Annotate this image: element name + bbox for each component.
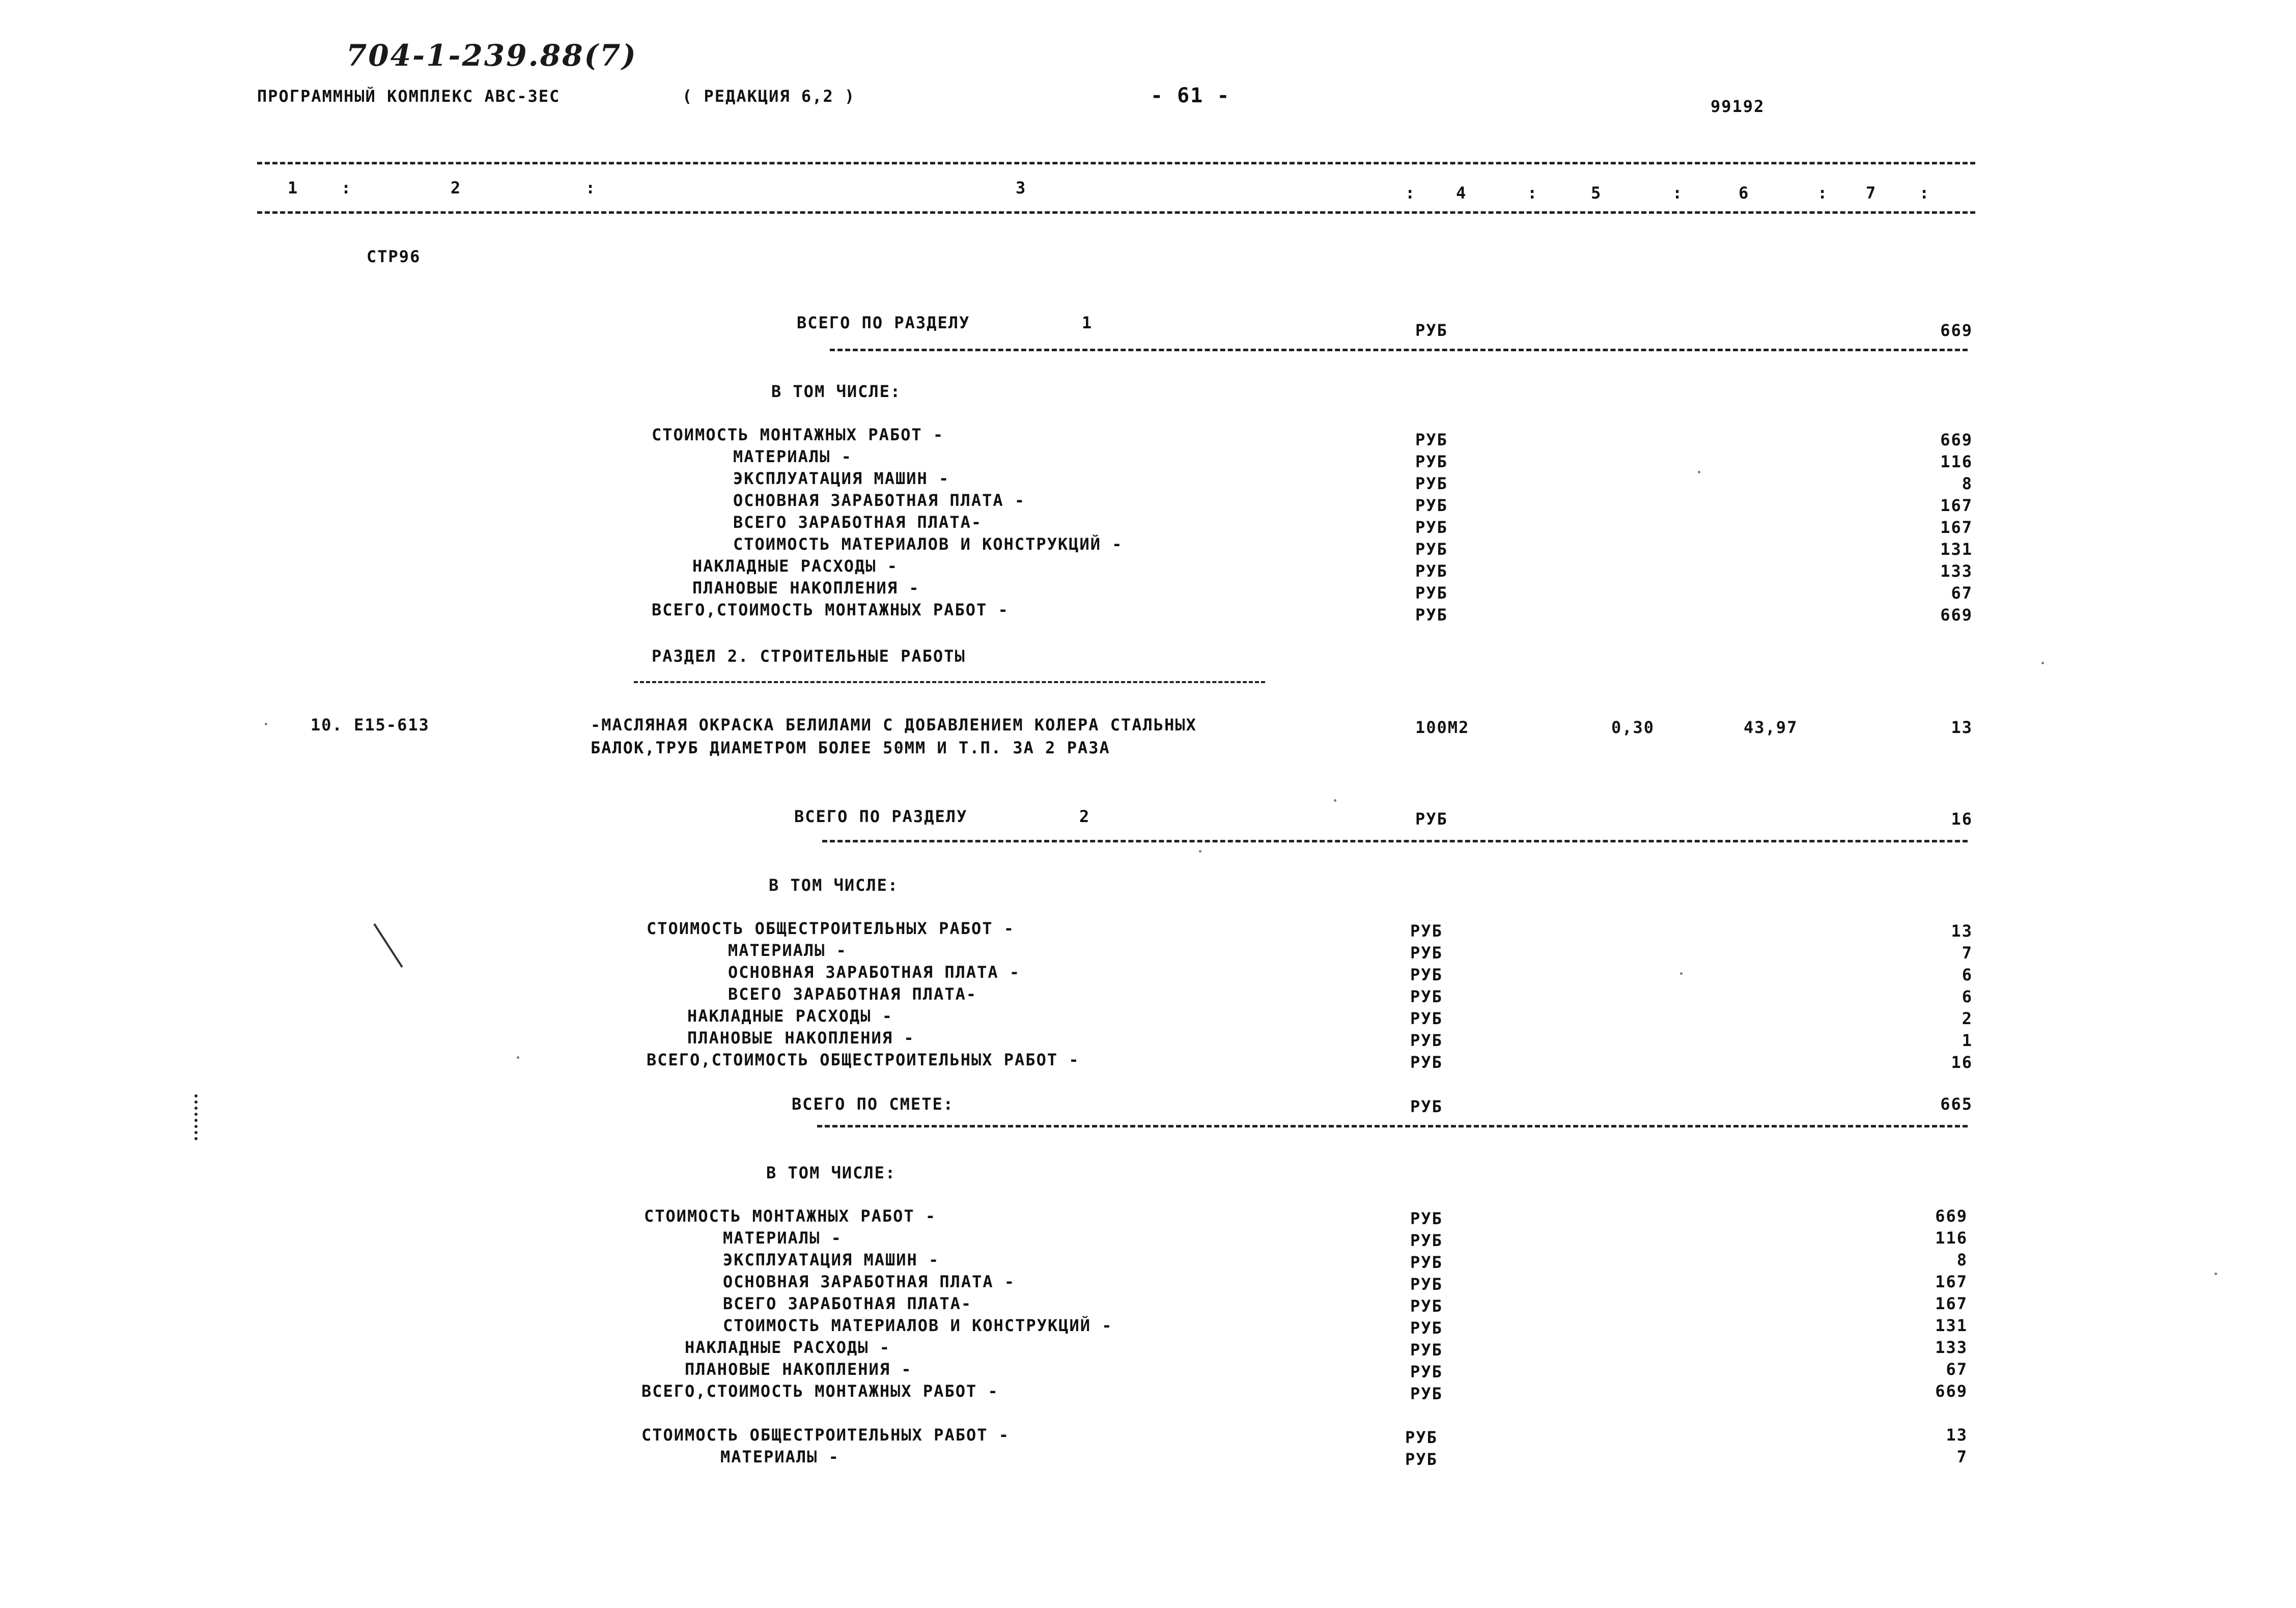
section1-row-value: 131	[1940, 540, 1973, 559]
estimate-row-unit: РУБ	[1410, 1231, 1443, 1250]
section2-row-value: 16	[1951, 1053, 1973, 1072]
estimate-row-label: ВСЕГО ЗАРАБОТНАЯ ПЛАТА-	[723, 1294, 972, 1313]
scan-speck	[1680, 972, 1683, 975]
col-header-2: 2	[451, 178, 462, 198]
estimate-row-value: 669	[1935, 1381, 1968, 1401]
section1-total-value: 669	[1940, 321, 1973, 340]
col-separator: :	[1919, 183, 1930, 203]
header-top-rule	[257, 162, 1975, 164]
estimate-row-label: СТОИМОСТЬ МОНТАЖНЫХ РАБОТ -	[644, 1206, 937, 1226]
section1-row-value: 8	[1962, 474, 1973, 493]
estimate-row-unit: РУБ	[1410, 1209, 1443, 1228]
section1-row-value: 133	[1940, 561, 1973, 581]
estimate-row-label: ПЛАНОВЫЕ НАКОПЛЕНИЯ -	[685, 1360, 912, 1379]
section2-row-unit: РУБ	[1410, 921, 1443, 941]
section1-row-label: МАТЕРИАЛЫ -	[733, 447, 852, 466]
col-separator: :	[341, 178, 352, 198]
handwritten-doc-code: 704-1-239.88(7)	[346, 38, 637, 73]
estimate-total-value: 665	[1940, 1094, 1973, 1114]
col-header-7: 7	[1866, 183, 1877, 203]
estimate-row-label: ОСНОВНАЯ ЗАРАБОТНАЯ ПЛАТА -	[723, 1272, 1016, 1291]
section1-row-value: 67	[1951, 583, 1973, 603]
section2-row-label: МАТЕРИАЛЫ -	[728, 941, 847, 960]
section2-row-label: ВСЕГО ЗАРАБОТНАЯ ПЛАТА-	[728, 984, 977, 1004]
estimate-row-value: 8	[1956, 1250, 1968, 1270]
estimate-row-label: НАКЛАДНЫЕ РАСХОДЫ -	[685, 1338, 891, 1357]
estimate-row-label: ВСЕГО,СТОИМОСТЬ МОНТАЖНЫХ РАБОТ -	[641, 1381, 999, 1401]
col-separator: :	[585, 178, 597, 198]
estimate-row-label: МАТЕРИАЛЫ -	[720, 1447, 839, 1466]
estimate-row-value: 7	[1956, 1447, 1968, 1466]
edition-label: ( РЕДАКЦИЯ 6,2 )	[682, 87, 856, 106]
section1-row-label: ЭКСПЛУАТАЦИЯ МАШИН -	[733, 469, 950, 488]
section2-row-unit: РУБ	[1410, 943, 1443, 963]
item-description-line2: БАЛОК,ТРУБ ДИАМЕТРОМ БОЛЕЕ 50ММ И Т.П. ЗА 2 РАЗА	[591, 738, 1110, 757]
section1-row-unit: РУБ	[1415, 496, 1448, 515]
section2-row-label: СТОИМОСТЬ ОБЩЕСТРОИТЕЛЬНЫХ РАБОТ -	[647, 919, 1015, 938]
estimate-row-unit: РУБ	[1410, 1275, 1443, 1294]
section1-row-unit: РУБ	[1415, 561, 1448, 581]
section1-row-label: ПЛАНОВЫЕ НАКОПЛЕНИЯ -	[692, 578, 920, 598]
estimate-row-value: 13	[1946, 1425, 1968, 1445]
estimate-row-unit: РУБ	[1410, 1362, 1443, 1381]
item-unit: 100М2	[1415, 718, 1470, 737]
section2-row-value: 13	[1951, 921, 1973, 941]
section1-row-unit: РУБ	[1415, 540, 1448, 559]
scan-mark-stroke	[372, 921, 412, 972]
estimate-row-unit: РУБ	[1405, 1428, 1438, 1447]
col-header-3: 3	[1016, 178, 1027, 198]
section2-row-value: 2	[1962, 1009, 1973, 1028]
section1-total-unit: РУБ	[1415, 321, 1448, 340]
estimate-row-unit: РУБ	[1410, 1253, 1443, 1272]
section2-heading: РАЗДЕЛ 2. СТРОИТЕЛЬНЫЕ РАБОТЫ	[652, 646, 966, 666]
program-name: ПРОГРАММНЫЙ КОМПЛЕКС АВС-ЗЕС	[257, 87, 561, 106]
section1-row-unit: РУБ	[1415, 474, 1448, 493]
estimate-row-value: 167	[1935, 1272, 1968, 1291]
section2-incl-label: В ТОМ ЧИСЛЕ:	[769, 876, 899, 895]
header-bottom-rule	[257, 211, 1975, 214]
estimate-row-unit: РУБ	[1410, 1384, 1443, 1403]
section1-row-label: СТОИМОСТЬ МОНТАЖНЫХ РАБОТ -	[652, 425, 944, 444]
section2-row-unit: РУБ	[1410, 1009, 1443, 1028]
section1-row-value: 167	[1940, 496, 1973, 515]
section1-row-label: ВСЕГО ЗАРАБОТНАЯ ПЛАТА-	[733, 513, 983, 532]
item-description-line1: -МАСЛЯНАЯ ОКРАСКА БЕЛИЛАМИ С ДОБАВЛЕНИЕМ КОЛЕРА СТАЛЬНЫХ	[591, 715, 1197, 735]
estimate-row-value: 669	[1935, 1206, 1968, 1226]
estimate-row-value: 67	[1946, 1360, 1968, 1379]
section2-row-unit: РУБ	[1410, 1031, 1443, 1050]
page-label: СТР96	[367, 247, 421, 266]
section2-total-number: 2	[1079, 807, 1090, 826]
section1-row-unit: РУБ	[1415, 452, 1448, 471]
estimate-row-value: 116	[1935, 1228, 1968, 1248]
section1-row-unit: РУБ	[1415, 583, 1448, 603]
estimate-row-label: ЭКСПЛУАТАЦИЯ МАШИН -	[723, 1250, 940, 1270]
section2-row-label: ОСНОВНАЯ ЗАРАБОТНАЯ ПЛАТА -	[728, 963, 1021, 982]
estimate-total-rule	[817, 1125, 1968, 1127]
scan-speck	[1698, 471, 1700, 473]
section2-row-label: ВСЕГО,СТОИМОСТЬ ОБЩЕСТРОИТЕЛЬНЫХ РАБОТ -	[647, 1050, 1080, 1069]
item-quantity: 0,30	[1611, 718, 1655, 737]
section1-total-label: ВСЕГО ПО РАЗДЕЛУ	[797, 313, 970, 332]
scan-speck	[2041, 662, 2044, 664]
section1-row-label: СТОИМОСТЬ МАТЕРИАЛОВ И КОНСТРУКЦИЙ -	[733, 534, 1123, 554]
section1-total-number: 1	[1082, 313, 1093, 332]
estimate-row-label: СТОИМОСТЬ МАТЕРИАЛОВ И КОНСТРУКЦИЙ -	[723, 1316, 1113, 1335]
col-header-6: 6	[1739, 183, 1750, 203]
section1-row-unit: РУБ	[1415, 518, 1448, 537]
section2-total-value: 16	[1951, 809, 1973, 829]
section2-row-unit: РУБ	[1410, 987, 1443, 1006]
section2-total-rule	[822, 840, 1968, 842]
estimate-total-label: ВСЕГО ПО СМЕТЕ:	[792, 1094, 954, 1114]
section1-row-label: НАКЛАДНЫЕ РАСХОДЫ -	[692, 556, 899, 576]
item-total: 13	[1951, 718, 1973, 737]
section2-row-unit: РУБ	[1410, 965, 1443, 984]
page-marker: - 61 -	[1151, 84, 1230, 107]
section2-row-value: 6	[1962, 965, 1973, 984]
section2-row-value: 1	[1962, 1031, 1973, 1050]
section1-row-unit: РУБ	[1415, 430, 1448, 449]
section2-row-label: ПЛАНОВЫЕ НАКОПЛЕНИЯ -	[687, 1028, 915, 1048]
section2-row-value: 7	[1962, 943, 1973, 963]
scan-speck	[1334, 799, 1336, 802]
section2-row-unit: РУБ	[1410, 1053, 1443, 1072]
estimate-row-unit: РУБ	[1410, 1340, 1443, 1360]
estimate-row-label: СТОИМОСТЬ ОБЩЕСТРОИТЕЛЬНЫХ РАБОТ -	[641, 1425, 1010, 1445]
estimate-row-value: 167	[1935, 1294, 1968, 1313]
col-header-1: 1	[288, 178, 299, 198]
scan-speck	[517, 1056, 519, 1059]
col-separator: :	[1405, 183, 1416, 203]
section1-row-label: ВСЕГО,СТОИМОСТЬ МОНТАЖНЫХ РАБОТ -	[652, 600, 1009, 619]
section1-row-label: ОСНОВНАЯ ЗАРАБОТНАЯ ПЛАТА -	[733, 491, 1026, 510]
estimate-row-unit: РУБ	[1410, 1296, 1443, 1316]
scan-mark-dots	[194, 1094, 202, 1140]
col-header-4: 4	[1456, 183, 1467, 203]
section2-total-label: ВСЕГО ПО РАЗДЕЛУ	[794, 807, 968, 826]
col-separator: :	[1817, 183, 1829, 203]
section1-incl-label: В ТОМ ЧИСЛЕ:	[771, 382, 902, 401]
section2-total-unit: РУБ	[1415, 809, 1448, 829]
col-header-5: 5	[1591, 183, 1602, 203]
estimate-row-value: 131	[1935, 1316, 1968, 1335]
section1-total-rule	[830, 349, 1968, 351]
item-unit-price: 43,97	[1744, 718, 1798, 737]
col-separator: :	[1527, 183, 1538, 203]
estimate-row-value: 133	[1935, 1338, 1968, 1357]
section1-row-value: 167	[1940, 518, 1973, 537]
section2-heading-rule	[634, 681, 1265, 683]
estimate-incl-label: В ТОМ ЧИСЛЕ:	[766, 1163, 897, 1182]
estimate-total-unit: РУБ	[1410, 1097, 1443, 1116]
section1-row-value: 669	[1940, 430, 1973, 449]
section1-row-unit: РУБ	[1415, 605, 1448, 625]
col-separator: :	[1672, 183, 1684, 203]
section1-row-value: 669	[1940, 605, 1973, 625]
estimate-row-label: МАТЕРИАЛЫ -	[723, 1228, 842, 1248]
item-number-code: 10. Е15-613	[311, 715, 430, 735]
section1-row-value: 116	[1940, 452, 1973, 471]
scan-speck	[1199, 850, 1201, 853]
document-number: 99192	[1711, 97, 1765, 116]
scan-speck	[265, 723, 267, 725]
scan-speck	[2215, 1273, 2217, 1275]
estimate-row-unit: РУБ	[1410, 1318, 1443, 1338]
section2-row-value: 6	[1962, 987, 1973, 1006]
section2-row-label: НАКЛАДНЫЕ РАСХОДЫ -	[687, 1006, 893, 1026]
estimate-row-unit: РУБ	[1405, 1450, 1438, 1469]
